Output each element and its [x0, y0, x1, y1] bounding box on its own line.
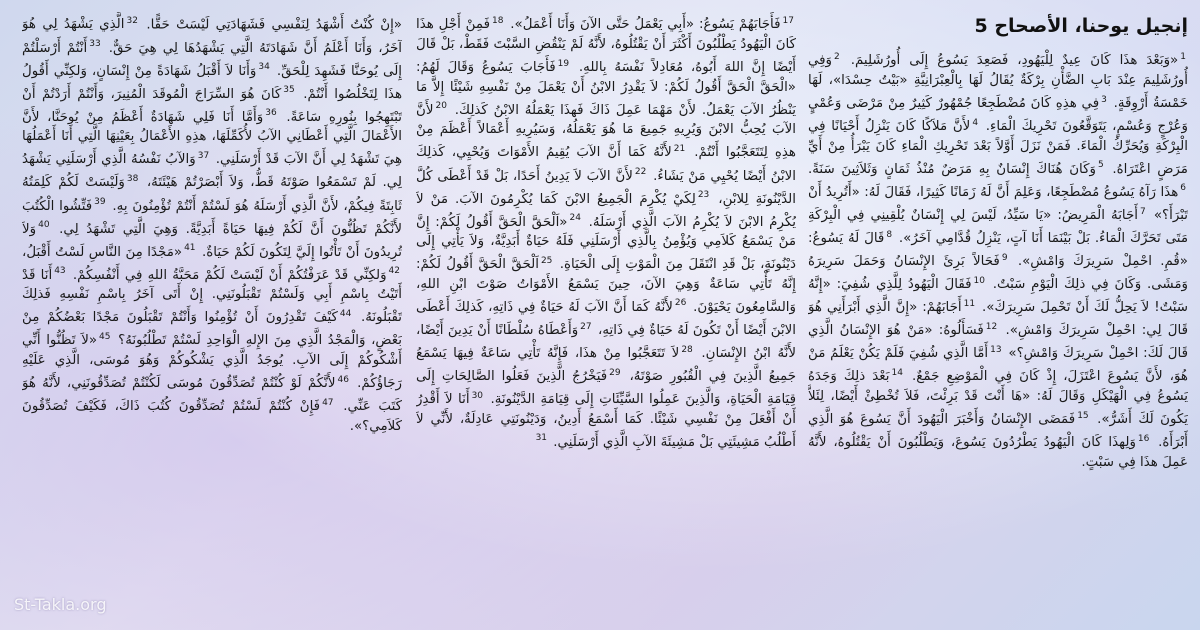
text-column-middle [416, 12, 796, 597]
verse [22, 245, 198, 260]
verse-text: فَمِنْ أَجْلِ هذَا كَانَ الْيَهُودُ يَطْلُبُونَ أَكْثَرَ أَنْ يَقْتُلُوهُ، لأَنَّهُ لَمْ يَنْقُضِ السَّبْتَ فَقَطْ، بَلْ قَالَ أَيْضًا إِنَّ اللهَ أَبُوهُ، مُعَادِلاً نَفْسَهُ بِاللهِ. [416, 17, 796, 76]
verse-text: أَنَا لاَ أَقْدِرُ أَنْ أَفْعَلَ مِنْ نَفْسِي شَيْئًا. كَمَا أَسْمَعُ أَدِينُ، وَدَيْنُونَتِي عَادِلَةٌ، لأَنِّي لاَ أَطْلُبُ مَشِيئَتِي بَلْ مَشِيئَةَ الآبِ الَّذِي أَرْسَلَنِي. [416, 392, 796, 450]
verse-text: «وَبَعْدَ هذَا كَانَ عِيدٌ لِلْيَهُودِ، فَصَعِدَ يَسُوعُ إِلَى أُورُشَلِيمَ. [850, 53, 1179, 69]
verse [68, 268, 402, 283]
verse-number: 3 [1101, 94, 1107, 105]
verse-text: هذَا رَآهُ يَسُوعُ مُضْطَجِعًا، وَعَلِمَ أَنَّ لَهُ زَمَانًا كَثِيرًا، فَقَالَ لَهُ: «أَتُرِيدُ أَنْ تَبْرَأَ؟» [808, 184, 1188, 223]
verse-number: 17 [782, 16, 794, 26]
verse [842, 53, 1188, 68]
verse-text: لأَنَّهُ كَمَا أَنَّ الآبَ يُقِيمُ الأَمْوَاتَ وَيُحْيِي، كَذلِكَ الابْنُ أَيْضًا يُحْيِي مَنْ يَشَاءُ. [416, 145, 796, 184]
verse-text: فَأَجَابَهُمْ يَسُوعُ: «أَبِي يَعْمَلُ حَتَّى الآنَ وَأَنَا أَعْمَلُ». [510, 17, 781, 33]
verse-number: 43 [54, 266, 66, 277]
verse-text: بَعْدَ ذلِكَ وَجَدَهُ يَسُوعُ فِي الْهَيْكَلِ وَقَالَ لَهُ: «هَا أَنْتَ قَدْ بَرِئْتَ، فَلاَ تُخْطِئْ أَيْضًا، لِئَلاَّ يَكُونَ لَكَ أَشَرُّ». [808, 369, 1188, 428]
verse-text: لأَنَّ مَلاَكًا كَانَ يَنْزِلُ أَحْيَانًا فِي الْبِرْكَةِ وَيُحَرِّكُ الْمَاءَ. فَمَنْ نَزَلَ أَوَّلاً بَعْدَ تَحْرِيكِ الْمَاءِ كَانَ يَبْرَأُ مِنْ أَيِّ مَرَضٍ اعْتَرَاهُ. [808, 119, 1188, 177]
verse-text: لأَنَّكُمْ لَوْ كُنْتُمْ تُصَدِّقُونَ مُوسَى لَكُنْتُمْ تُصَدِّقُونَنِي، لأَنَّهُ هُوَ كَتَبَ عَنِّي. [22, 376, 402, 415]
verse-number: 25 [540, 255, 553, 266]
verse-number: 41 [184, 243, 196, 254]
verse-number: 2 [834, 52, 840, 62]
verse-text: وَأَعْطَاهُ سُلْطَانًا أَنْ يَدِينَ أَيْضًا، لأَنَّهُ ابْنُ الإِنْسَانِ. [416, 323, 796, 362]
verse-number: 5 [1097, 160, 1104, 171]
verse-number: 46 [337, 374, 349, 385]
verse [808, 162, 1106, 177]
verse-number: 39 [94, 197, 106, 208]
verse-text: وَكَانَ هُنَاكَ إِنْسَانٌ بِهِ مَرَضٌ مُنْذُ ثَمَانٍ وَثَلاَثِينَ سَنَةً. [808, 161, 1096, 177]
text-column-left [22, 12, 402, 597]
verse-text: أَجَابَهُ الْمَرِيضُ: «يَا سَيِّدُ، لَيْسَ لِي إِنْسَانٌ يُلْقِينِي فِي الْبِرْكَةِ مَتَى تَحَرَّكَ الْمَاءُ. بَلْ بَيْنَمَا أَنَا آتٍ، يَنْزِلُ قُدَّامِي آخَرُ». [808, 207, 1188, 247]
verse-text: «إِنْ كُنْتُ أَشْهَدُ لِنَفْسِي فَشَهَادَتِي لَيْسَتْ حَقًّا. [146, 17, 402, 33]
verse-number: 42 [388, 266, 400, 277]
verse-text: لأَنَّ الآبَ يُحِبُّ الابْنَ وَيُرِيهِ جَمِيعَ مَا هُوَ يَعْمَلُهُ، وَسَيُرِيهِ أَعْمَالاً أَعْظَمَ مِنْ هذِهِ لِتَتَعَجَّبُوا أَنْتُمْ. [416, 102, 796, 161]
verse-text: فَسَأَلُوهُ: «مَنْ هُوَ الإِنْسَانُ الَّذِي قَالَ لَكَ: احْمِلْ سَرِيرَكَ وَامْشِ؟» [808, 323, 1188, 362]
verse-number: 1 [1180, 52, 1186, 62]
verse-number: 10 [973, 275, 985, 286]
verse-text: وَلِهذَا كَانَ الْيَهُودُ يَطْرُدُونَ يَسُوعَ، وَيَطْلُبُونَ أَنْ يَقْتُلُوهُ، لأَنَّهُ عَمِلَ هذَا فِي سَبْتٍ. [808, 435, 1188, 470]
verse-number: 19 [557, 58, 570, 69]
verse-text: أَنْتُمْ أَرْسَلْتُمْ إِلَى يُوحَنَّا فَشَهِدَ لِلْحَقِّ. [22, 40, 402, 79]
verse-number: 4 [972, 117, 979, 128]
verse-number: 38 [126, 173, 139, 184]
verse-number: 11 [963, 298, 976, 309]
verse-number: 26 [674, 298, 687, 309]
verse [505, 17, 796, 32]
verse-number: 33 [89, 39, 101, 50]
verse-number: 31 [535, 433, 548, 444]
verse-number: 22 [634, 167, 647, 178]
verses-middle [416, 12, 796, 452]
verse-text: وَفِي أُورُشَلِيمَ عِنْدَ بَابِ الضَّأْنِ بِرْكَةٌ يُقَالُ لَهَا بِالْعِبْرَانِيَّةِ «بَيْتُ حِسْدَا»، لَهَا خَمْسَةُ أَرْوِقَةٍ. [808, 53, 1188, 112]
verse-text: أَمَّا الَّذِي شُفِيَ فَلَمْ يَكُنْ يَعْلَمُ مَنْ هُوَ، لأَنَّ يَسُوعَ اعْتَزَلَ، إِذْ كَانَ فِي الْمَوْضِعِ جَمْعٌ. [808, 346, 1188, 385]
verse-text: فَتِّشُوا الْكُتُبَ لأَنَّكُمْ تَظُنُّونَ أَنَّ لَكُمْ فِيهَا حَيَاةً أَبَدِيَّةً. وَهِيَ الَّتِي تَشْهَدُ لِي. [22, 198, 402, 237]
verse-number: 13 [990, 344, 1002, 355]
verse-text: كَانَ هُوَ السِّرَاجَ الْمُوقَدَ الْمُنِيرَ، وَأَنْتُمْ أَرَدْتُمْ أَنْ تَبْتَهِجُوا بِنُورِهِ سَاعَةً. [22, 86, 402, 125]
verse-number: 47 [322, 397, 334, 408]
text-column-right [808, 12, 1188, 597]
verse-text: لأَنَّ الآبَ لاَ يَدِينُ أَحَدًا، بَلْ قَدْ أَعْطَى كُلَّ الدَّيْنُونَةِ لِلابْنِ، [416, 168, 796, 207]
verse-number: 36 [265, 108, 277, 119]
verse-number: 9 [1001, 252, 1008, 263]
verse-text: وَالآبُ نَفْسُهُ الَّذِي أَرْسَلَنِي يَشْهَدُ لِي. لَمْ تَسْمَعُوا صَوْتَهُ قَطُّ، وَلاَ أَبْصَرْتُمْ هَيْئَتَهُ، [22, 152, 402, 191]
verse-number: 28 [681, 344, 693, 355]
verse-text: «لاَ تَظُنُّوا أَنِّي أَشْكُوكُمْ إِلَى الآبِ. يُوجَدُ الَّذِي يَشْكُوكُمْ وَهُوَ مُوسَى، الَّذِي عَلَيْهِ رَجَاؤُكُمْ. [22, 333, 402, 392]
verse-text: أَنَا قَدْ أَتَيْتُ بِاسْمِ أَبِي وَلَسْتُمْ تَقْبَلُونَنِي. إِنْ أَتَى آخَرُ بِاسْمِ نَفْسِهِ فَذلِكَ تَقْبَلُونَهُ. [22, 267, 402, 326]
verse-text: وَأَنَا لاَ أَقْبَلُ شَهَادَةً مِنْ إِنْسَانٍ، وَلكِنِّي أَقُولُ هذَا لِتَخْلُصُوا أَنْتُمْ. [22, 63, 402, 102]
verse-number: 29 [609, 367, 621, 378]
verse [808, 435, 1188, 470]
verse-number: 20 [435, 101, 447, 112]
verse-text: وَلاَ تُرِيدُونَ أَنْ تَأْتُوا إِلَيَّ لِتَكُونَ لَكُمْ حَيَاةٌ. [22, 221, 402, 260]
verse-number: 12 [985, 321, 998, 332]
page-title: إنجيل يوحنا، الأصحاح 5 [974, 15, 1188, 37]
verse-text: لِكَيْ يُكْرِمَ الْجَمِيعُ الابْنَ كَمَا يُكْرِمُونَ الآبَ. مَنْ لاَ يُكْرِمُ الابْنَ لاَ يُكْرِمُ الآبَ الَّذِي أَرْسَلَهُ. [416, 191, 796, 230]
verse-number: 23 [697, 190, 710, 201]
verses-left [22, 12, 402, 436]
verse-number: 14 [891, 367, 903, 378]
verse-number: 18 [491, 16, 504, 26]
verse-text: لاَ تَتَعَجَّبُوا مِنْ هذَا، فَإِنَّهُ تَأْتِي سَاعَةٌ فِيهَا يَسْمَعُ جَمِيعُ الَّذِينَ فِي الْقُبُورِ صَوْتَهُ، [416, 346, 796, 385]
verse-text: اَلْحَقَّ الْحَقَّ أَقُولُ لَكُمْ: إِنَّهُ تَأْتِي سَاعَةٌ وَهِيَ الآنَ، حِينَ يَسْمَعُ الأَمْوَاتُ صَوْتَ ابْنِ اللهِ، وَالسَّامِعُونَ يَحْيَوْنَ. [416, 257, 796, 315]
watermark: St-Takla.org [14, 595, 107, 614]
verse-number: 34 [258, 62, 270, 73]
verse-number: 15 [1077, 410, 1089, 421]
verse-text: الَّذِي يَشْهَدُ لِي هُوَ آخَرُ، وَأَنَا أَعْلَمُ أَنَّ شَهَادَتَهُ الَّتِي يَشْهَدُهَا لِي هِيَ حَقٌّ. [22, 17, 402, 56]
verse-text: فَإِنْ كُنْتُمْ لَسْتُمْ تُصَدِّقُونَ كُتُبَ ذَاكَ، فَكَيْفَ تُصَدِّقُونَ كَلاَمِي؟». [22, 399, 402, 434]
verse-number: 6 [1180, 183, 1186, 194]
verse-text: فَقَالَ الْيَهُودُ لِلَّذِي شُفِيَ: «إِنَّهُ سَبْتٌ! لاَ يَحِلُّ لَكَ أَنْ تَحْمِلَ سَرِيرَكَ». [808, 277, 1188, 316]
verse-text: وَلكِنِّي قَدْ عَرَفْتُكُمْ أَنْ لَيْسَتْ لَكُمْ مَحَبَّةُ اللهِ فِي أَنْفُسِكُمْ. [72, 267, 387, 283]
verse-number: 35 [283, 85, 295, 96]
verse-text: لأَنَّهُ كَمَا أَنَّ الآبَ لَهُ حَيَاةٌ فِي ذَاتِهِ، كَذلِكَ أَعْطَى الابْنَ أَيْضًا أَنْ تَكُونَ لَهُ حَيَاةٌ فِي ذَاتِهِ، [416, 299, 796, 338]
verse-text: وَلَيْسَتْ لَكُمْ كَلِمَتُهُ ثَابِتَةً فِيكُمْ، لأَنَّ الَّذِي أَرْسَلَهُ هُوَ لَسْتُمْ أَنْتُمْ تُؤْمِنُونَ بِهِ. [22, 175, 402, 214]
verses-right [808, 48, 1188, 472]
verse-number: 16 [1137, 433, 1150, 444]
verse-number: 7 [1140, 206, 1146, 217]
verse-number: 21 [673, 143, 686, 154]
verse-text: وَأَمَّا أَنَا فَلِي شَهَادَةٌ أَعْظَمُ مِنْ يُوحَنَّا، لأَنَّ الأَعْمَالَ الَّتِي أَعْطَانِي الآبُ لأُكَمِّلَهَا، هذِهِ الأَعْمَالُ بِعَيْنِهَا الَّتِي أَنَا أَعْمَلُهَا هِيَ تَشْهَدُ لِي أَنَّ الآبَ قَدْ أَرْسَلَنِي. [22, 109, 402, 168]
verse-number: 27 [580, 321, 592, 332]
verse [534, 435, 549, 450]
verse-text: فَأَجَابَ يَسُوعُ وَقَالَ لَهُمُ: «الْحَقَّ الْحَقَّ أَقُولُ لَكُمْ: لاَ يَقْدِرُ الابْنُ أَنْ يَعْمَلَ مِنْ نَفْسِهِ شَيْئًا إِلاَّ مَا يَنْظُرُ الآبَ يَعْمَلُ. لأَنْ مَهْمَا عَمِلَ ذَاكَ فَهذَا يَعْمَلُهُ الابْنُ كَذلِكَ. [416, 60, 796, 118]
verse-number: 37 [197, 150, 210, 161]
verse-number: 45 [99, 331, 111, 342]
verse-number: 8 [886, 229, 893, 240]
verse-text: فِي هذِهِ كَانَ مُضْطَجِعًا جُمْهُورٌ كَثِيرٌ مِنْ مَرْضَى وَعُمْيٍ وَعُرْجٍ وَعُسْمٍ، يَتَوَقَّعُونَ تَحْرِيكَ الْمَاءِ. [808, 96, 1188, 135]
verse-number: 40 [38, 220, 50, 231]
verse-text: أَجَابَهُمْ: «إِنَّ الَّذِي أَبْرَأَنِي هُوَ قَالَ لِي: احْمِلْ سَرِيرَكَ وَامْشِ». [808, 300, 1188, 339]
verse-number: 30 [471, 390, 484, 401]
verse-text: «مَجْدًا مِنَ النَّاسِ لَسْتُ أَقْبَلُ، [22, 244, 183, 260]
verse-text: قَالَ لَهُ يَسُوعُ: «قُمِ. احْمِلْ سَرِيرَكَ وَامْشِ». [808, 231, 1188, 270]
verse-number: 24 [569, 213, 581, 224]
verse-text: كَيْفَ تَقْدِرُونَ أَنْ تُؤْمِنُوا وَأَنْتُمْ تَقْبَلُونَ مَجْدًا بَعْضُكُمْ مِنْ بَعْضٍ، وَالْمَجْدُ الَّذِي مِنَ الإِلهِ الْوَاحِدِ لَسْتُمْ تَطْلُبُونَهُ؟ [22, 310, 402, 349]
verse-number: 32 [126, 16, 138, 26]
verse-text: «اَلْحَقَّ الْحَقَّ أَقُولُ لَكُمْ: إِنَّ مَنْ يَسْمَعُ كَلاَمِي وَيُؤْمِنُ بِالَّذِي أَرْسَلَنِي فَلَهُ حَيَاةٌ أَبَدِيَّةٌ، وَلاَ يَأْتِي إِلَى دَيْنُونَةٍ، بَلْ قَدِ انْتَقَلَ مِنَ الْمَوْتِ إِلَى الْحَيَاةِ. [416, 214, 796, 273]
verse-text: فَحَالاً بَرِئَ الإِنْسَانُ وَحَمَلَ سَرِيرَهُ وَمَشَى. وَكَانَ فِي ذلِكَ الْيَوْمِ سَبْتٌ. [808, 254, 1188, 293]
verse-text: فَمَضَى الإِنْسَانُ وَأَخْبَرَ الْيَهُودَ أَنَّ يَسُوعَ هُوَ الَّذِي أَبْرَأَهُ. [808, 412, 1188, 451]
verse [140, 17, 402, 32]
verse-number: 44 [339, 308, 352, 319]
verse-text: فَيَخْرُجُ الَّذِينَ فَعَلُوا الصَّالِحَاتِ إِلَى قِيَامَةِ الْحَيَاةِ، وَالَّذِينَ عَمِلُوا السَّيِّئَاتِ إِلَى قِيَامَةِ الدَّيْنُونَةِ. [416, 369, 796, 408]
